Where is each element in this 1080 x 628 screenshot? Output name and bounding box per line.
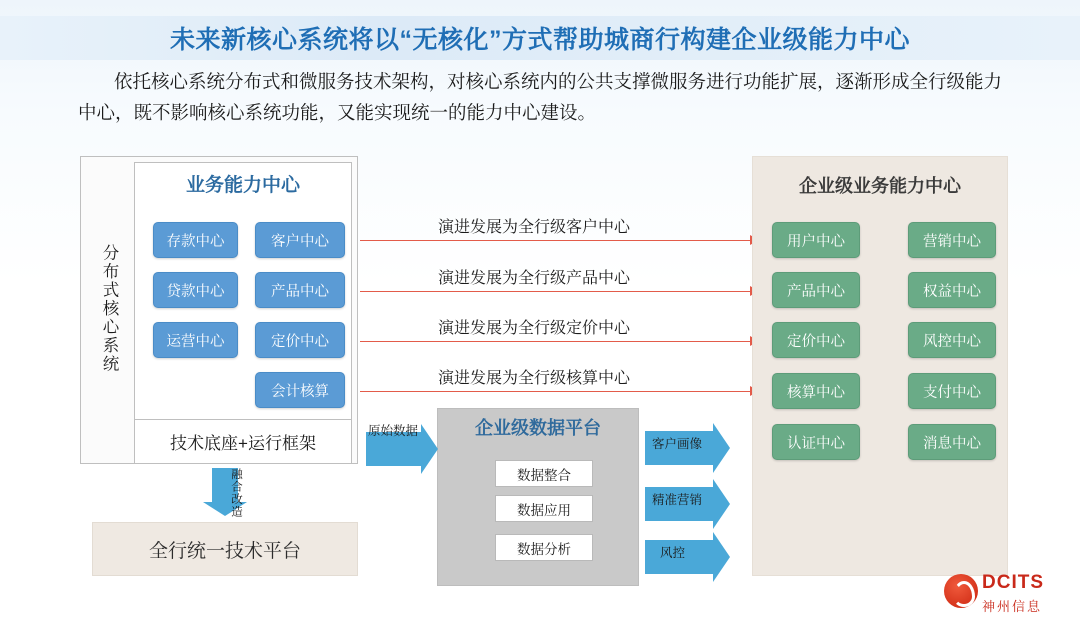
business-capability-title: 业务能力中心 [185, 175, 300, 196]
logo-subtitle: 神州信息 [982, 599, 1043, 614]
ent-chip-auth-center[interactable]: 认证中心 [772, 424, 860, 460]
flow-label-4: 演进发展为全行级核算中心 [438, 370, 631, 387]
enterprise-capability-title: 企业级业务能力中心 [799, 176, 961, 196]
risk-control-arrow-label: 风控 [660, 546, 686, 560]
data-platform-item-integration[interactable]: 数据整合 [495, 460, 593, 487]
data-platform-item-analysis[interactable]: 数据分析 [495, 534, 593, 561]
ent-chip-marketing-center[interactable]: 营销中心 [908, 222, 996, 258]
dcits-logo-icon [944, 574, 978, 608]
distributed-core-label [88, 196, 130, 422]
raw-data-arrow-label: 原始数据 [368, 424, 419, 438]
ent-chip-user-center[interactable]: 用户中心 [772, 222, 860, 258]
unified-tech-platform: 全行统一技术平台 [92, 522, 358, 576]
chip-deposit-center[interactable]: 存款中心 [153, 222, 238, 258]
page-title: 未来新核心系统将以“无核化”方式帮助城商行构建企业级能力中心 [169, 26, 910, 54]
flow-label-1: 演进发展为全行级客户中心 [438, 219, 631, 236]
page-subtitle: 依托核心系统分布式和微服务技术架构，对核心系统内的公共支撑微服务进行功能扩展，逐渐形成全行级能力中心，既不影响核心系统功能，又能实现统一的能力中心建设。 [78, 71, 1003, 123]
tech-base-bar: 技术底座+运行框架 [134, 420, 352, 464]
ent-chip-payment-center[interactable]: 支付中心 [908, 373, 996, 409]
chip-accounting-center[interactable]: 会计核算 [255, 372, 345, 408]
ent-chip-message-center[interactable]: 消息中心 [908, 424, 996, 460]
customer-profile-arrow-label: 客户画像 [652, 437, 703, 451]
fusion-transform-label: 融合改造 [230, 468, 242, 518]
flow-line-1 [360, 240, 752, 241]
flow-line-3 [360, 341, 752, 342]
ent-chip-product-center[interactable]: 产品中心 [772, 272, 860, 308]
ent-chip-pricing-center[interactable]: 定价中心 [772, 322, 860, 358]
title-band [0, 16, 1080, 60]
precision-marketing-arrow-label: 精准营销 [652, 493, 703, 507]
flow-label-3: 演进发展为全行级定价中心 [438, 320, 631, 337]
distributed-core-label-text: 分布式核心系统 [100, 244, 118, 374]
chip-customer-center[interactable]: 客户中心 [255, 222, 345, 258]
company-logo [944, 570, 1064, 618]
data-platform-title: 企业级数据平台 [475, 418, 601, 438]
logo-name: DCITS [982, 572, 1044, 593]
ent-chip-accounting-center[interactable]: 核算中心 [772, 373, 860, 409]
enterprise-capability-frame [752, 156, 1008, 576]
ent-chip-rights-center[interactable]: 权益中心 [908, 272, 996, 308]
data-platform-item-application[interactable]: 数据应用 [495, 495, 593, 522]
chip-operation-center[interactable]: 运营中心 [153, 322, 238, 358]
chip-product-center[interactable]: 产品中心 [255, 272, 345, 308]
chip-pricing-center[interactable]: 定价中心 [255, 322, 345, 358]
flow-line-2 [360, 291, 752, 292]
flow-label-2: 演进发展为全行级产品中心 [438, 270, 631, 287]
ent-chip-risk-center[interactable]: 风控中心 [908, 322, 996, 358]
chip-loan-center[interactable]: 贷款中心 [153, 272, 238, 308]
flow-line-4 [360, 391, 752, 392]
